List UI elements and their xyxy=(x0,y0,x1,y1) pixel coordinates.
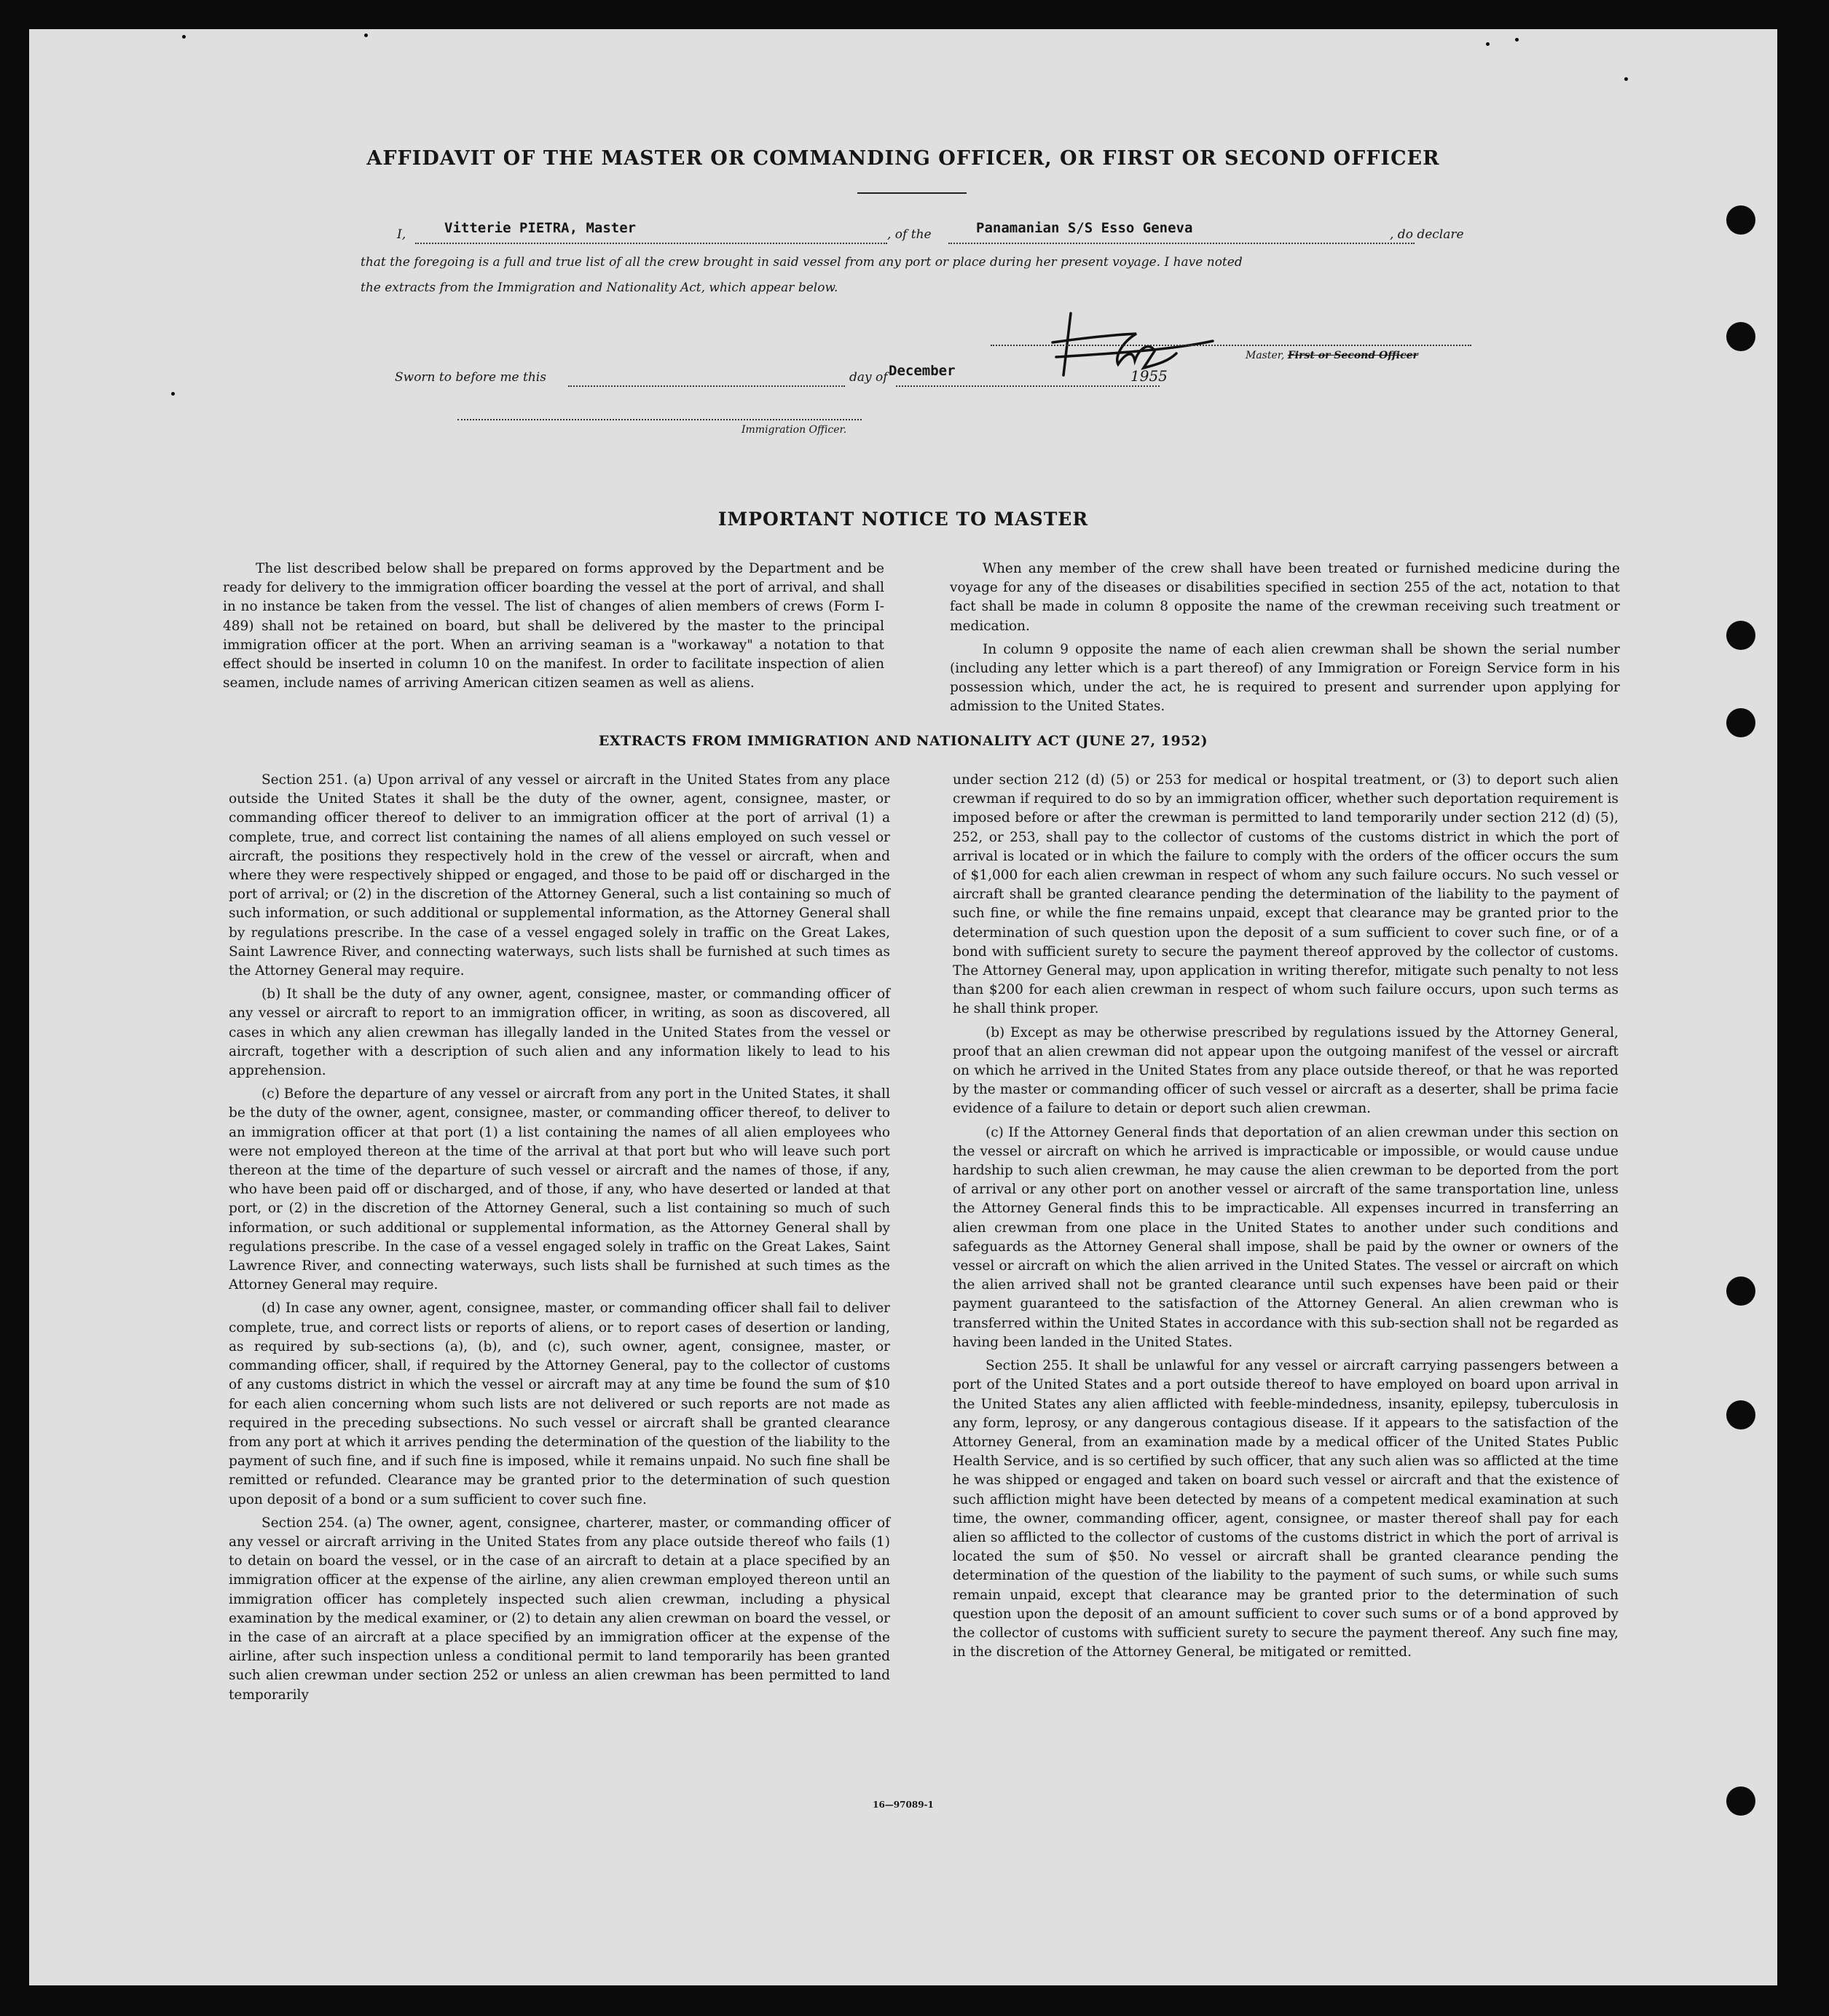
day-of-label: day of xyxy=(849,370,888,385)
notice-right-paragraph-1: When any member of the crew shall have been treated or furnished medicine during the voyage for any of the diseases or disabilities specified in section 255 of the act, notation to that fact shall be made in column 8 opposite the name of the crewman receiving such treatment or medication. xyxy=(950,561,1620,634)
punch-hole xyxy=(1726,1276,1755,1306)
prefix-i: I, xyxy=(397,227,406,242)
speck xyxy=(1624,77,1628,81)
punch-hole xyxy=(1726,205,1755,235)
extract-section-251-d: (d) In case any owner, agent, consignee, master, or commanding officer shall fail to deliver complete, true, and correct lists or reports of aliens, or to report cases of desertion or landing, as required by sub-sections (a), (b), and (c), such owner, agent, consignee, master, or commanding officer, shall, if required by the Attorney General, pay to the collector of customs of any customs district in which the vessel or aircraft may at any time be found the sum of $10 for each alien concerning whom such lists are not delivered or such reports are not made as required in the preceding subsections. No such vessel or aircraft shall be granted clearance from any port at which it arrives pending the determination of the question of the liability to the payment of such fine, and if such fine is imposed, while it remains unpaid. No such fine shall be remitted or refunded. Clearance may be granted prior to the determination of such question upon deposit of a bond or a sum sufficient to cover such fine. xyxy=(229,1301,890,1507)
notice-left-column xyxy=(223,560,884,697)
sworn-month-field[interactable]: December xyxy=(889,363,956,379)
immigration-officer-line xyxy=(457,419,862,420)
notice-right-paragraph-2: In column 9 opposite the name of each alien crewman shall be shown the serial number (including any letter which is a part thereof) of any Immigration or Foreign Service form in his possession which, under the act, he is required to present and surrender upon applying for admission to the United States. xyxy=(950,641,1620,715)
speck xyxy=(182,35,186,39)
speck xyxy=(171,392,175,396)
extracts-left-column xyxy=(229,771,890,1709)
extract-section-251-a: Section 251. (a) Upon arrival of any vessel or aircraft in the United States from any place outside the United States it shall be the duty of the owner, agent, consignee, master, or commanding officer thereof to deliver to an immigration officer at the port of arrival (1) a complete, true, and correct list containing the names of all aliens employed on such vessel or aircraft, the positions they respectively hold in the crew of the vessel or aircraft, when and where they were respectively shipped or engaged, and those to be paid off or discharged in the port of arrival; or (2) in the discretion of the Attorney General, such a list containing so much of such information, or such additional or supplemental information, as the Attorney General shall by regulations prescribe. In the case of a vessel engaged solely in traffic on the Great Lakes, Saint Lawrence River, and connecting waterways, such lists shall be furnished at such times as the Attorney General may require. xyxy=(229,772,890,979)
master-name-line xyxy=(415,243,887,244)
extract-section-254-a: Section 254. (a) The owner, agent, consignee, charterer, master, or commanding officer of any vessel or aircraft arriving in the United States from any place outside thereof who fails (1) to detain on board the vessel, or in the case of an aircraft to detain at a place specified by an immigration officer at the expense of the airline, any alien crewman employed thereon until an immigration officer has completely inspected such alien crewman, including a physical examination by the medical examiner, or (2) to detain any alien crewman on board the vessel, or in the case of an aircraft at a place specified by an immigration officer at the expense of the airline, after such inspection unless a conditional permit to land temporarily has been granted such alien crewman under section 252 or unless an alien crewman has been permitted to land temporarily xyxy=(229,1515,890,1703)
signer-title-prefix: Master, xyxy=(1246,350,1285,361)
speck xyxy=(364,34,368,37)
year-line xyxy=(1129,385,1160,387)
sworn-label: Sworn to before me this xyxy=(395,370,546,385)
master-name-field[interactable]: Vitterie PIETRA, Master xyxy=(444,220,637,236)
of-the-label: , of the xyxy=(887,227,932,242)
extract-section-251-c: (c) Before the departure of any vessel or aircraft from any port in the United States, it shall be the duty of the owner, agent, consignee, master, or commanding officer thereof, to deliver to an immigration officer at that port (1) a list containing the names of all alien employees who were not employed thereon at the time of the arrival at that port but who will leave such port thereon at the time of the departure of such vessel or aircraft and the names of those, if any, who have been paid off or discharged, and of those, if any, who have deserted or landed at that port, or (2) in the discretion of the Attorney General, such a list containing so much of such information, or such additional or supplemental information, as the Attorney General shall by regulations prescribe. In the case of a vessel engaged solely in traffic on the Great Lakes, Saint Lawrence River, and connecting waterways, such lists shall be furnished at such times as the Attorney General may require. xyxy=(229,1086,890,1293)
statement-line-1: that the foregoing is a full and true list of all the crew brought in said vessel from any port or place during her present voyage. I have noted xyxy=(361,255,1243,270)
extract-section-251-b: (b) It shall be the duty of any owner, agent, consignee, master, or commanding officer of any vessel or aircraft to report to an immigration officer, in writing, as soon as discovered, all cases in which any alien crewman has illegally landed in the United States from the vessel or aircraft, together with a description of such alien and any information likely to lead to his apprehension. xyxy=(229,987,890,1079)
punch-hole xyxy=(1726,322,1755,351)
speck xyxy=(1515,38,1519,42)
extracts-title: EXTRACTS FROM IMMIGRATION AND NATIONALITY ACT (JUNE 27, 1952) xyxy=(598,733,1208,749)
immigration-officer-label: Immigration Officer. xyxy=(742,424,847,436)
extract-section-254-c: (c) If the Attorney General finds that deportation of an alien crewman under this section on the vessel or aircraft on which he arrived is impracticable or impossible, or would cause undue hardship to such alien crewman, he may cause the alien crewman to be deported from the port of arrival or any other port on another vessel or aircraft of the same transportation line, unless the Attorney General finds this to be impracticable. All expenses incurred in transferring an alien crewman from one place in the United States to another under such conditions and safeguards as the Attorney General shall impose, shall be paid by the owner or owners of the vessel or aircraft on which the alien arrived in the United States. The vessel or aircraft on which the alien arrived shall not be granted clearance until such expenses have been paid or their payment guaranteed to the satisfaction of the Attorney General. An alien crewman who is transferred within the United States in accordance with this sub-section shall not be regarded as having been landed in the United States. xyxy=(953,1124,1618,1350)
notice-left-paragraph: The list described below shall be prepared on forms approved by the Department and be ready for delivery to the immigration officer boarding the vessel at the port of arrival, and shall in no instance be taken from the vessel. The list of changes of alien members of crews (Form I-489) shall not be retained on board, but shall be delivered by the master to the principal immigration officer at the port. When an arriving seaman is a "workaway" a notation to that effect should be inserted in column 10 on the manifest. In order to facilitate inspection of alien seamen, include names of arriving American citizen seamen as well as aliens. xyxy=(223,561,884,691)
sworn-day-line xyxy=(568,385,845,387)
title-rule xyxy=(857,192,967,194)
notice-right-column xyxy=(950,560,1620,721)
sworn-month-line xyxy=(896,385,1136,387)
vessel-name-field[interactable]: Panamanian S/S Esso Geneva xyxy=(976,220,1193,236)
vessel-name-line xyxy=(948,243,1415,244)
extract-section-254-b: (b) Except as may be otherwise prescribed by regulations issued by the Attorney General, proof that an alien crewman did not appear upon the outgoing manifest of the vessel or aircraft on which he arrived in the United States from any place outside thereof, or that he was reported by the master or commanding officer of such vessel or aircraft as a deserter, shall be prima facie evidence of a failure to detain or deport such alien crewman. xyxy=(953,1024,1618,1117)
notice-title: IMPORTANT NOTICE TO MASTER xyxy=(717,509,1089,530)
affidavit-title: AFFIDAVIT OF THE MASTER OR COMMANDING OFFICER, OR FIRST OR SECOND OFFICER xyxy=(366,147,1440,170)
sworn-year: 1955 xyxy=(1130,367,1168,385)
punch-hole xyxy=(1726,621,1755,650)
punch-hole xyxy=(1726,1400,1755,1429)
speck xyxy=(1486,42,1490,46)
extract-section-254-a-continued: under section 212 (d) (5) or 253 for medical or hospital treatment, or (3) to deport such alien crewman if required to do so by an immigration officer, whether such deportation requirement is imposed before or after the crewman is permitted to land temporarily under section 212 (d) (5), 252, or 253, shall pay to the collector of customs of the customs district in which the port of arrival is located or in which the failure to comply with the orders of the officer occurs the sum of $1,000 for each alien crewman in respect of whom any such failure occurs. No such vessel or aircraft shall be granted clearance pending the determination of the liability to the payment of such fine, or while the fine remains unpaid, except that clearance may be granted prior to the determination of such question upon the deposit of a sum sufficient to cover such fine, or of a bond with sufficient surety to secure the payment thereof approved by the collector of customs. The Attorney General may, upon application in writing therefor, mitigate such penalty to not less than $200 for each alien crewman in respect of whom such failure occurs, upon such terms as he shall think proper. xyxy=(953,772,1618,1017)
signer-title xyxy=(1246,350,1418,361)
statement-line-2: the extracts from the Immigration and Nationality Act, which appear below. xyxy=(361,281,838,295)
do-declare-label: , do declare xyxy=(1390,227,1464,242)
document-page xyxy=(29,29,1777,1985)
form-code: 16—97089-1 xyxy=(873,1800,934,1810)
signature-line xyxy=(991,345,1471,346)
signer-title-struck: First or Second Officer xyxy=(1287,350,1418,361)
extract-section-255: Section 255. It shall be unlawful for any vessel or aircraft carrying passengers between a port of the United States and a port outside thereof to have employed on board upon arrival in the United States any alien afflicted with feeble-mindedness, insanity, epilepsy, tuberculosis in any form, leprosy, or any dangerous contagious disease. If it appears to the satisfaction of the Attorney General, from an examination made by a medical officer of the United States Public Health Service, and is so certified by such officer, that any such alien was so afflicted at the time he was shipped or engaged and taken on board such vessel or aircraft and that the existence of such affliction might have been detected by means of a competent medical examination at such time, the owner, commanding officer, agent, consignee, or master thereof shall pay for each alien so afflicted to the collector of customs of the customs district in which the port of arrival is located the sum of $50. No vessel or aircraft shall be granted clearance pending the determination of the question of the liability to the payment of such sums, or while such sums remain unpaid, except that clearance may be granted prior to the determination of such question upon the deposit of an amount sufficient to cover such sums or of a bond approved by the collector of customs with sufficient surety to secure the payment thereof. Any such fine may, in the discretion of the Attorney General, be mitigated or remitted. xyxy=(953,1358,1618,1660)
extracts-right-column xyxy=(953,771,1618,1666)
